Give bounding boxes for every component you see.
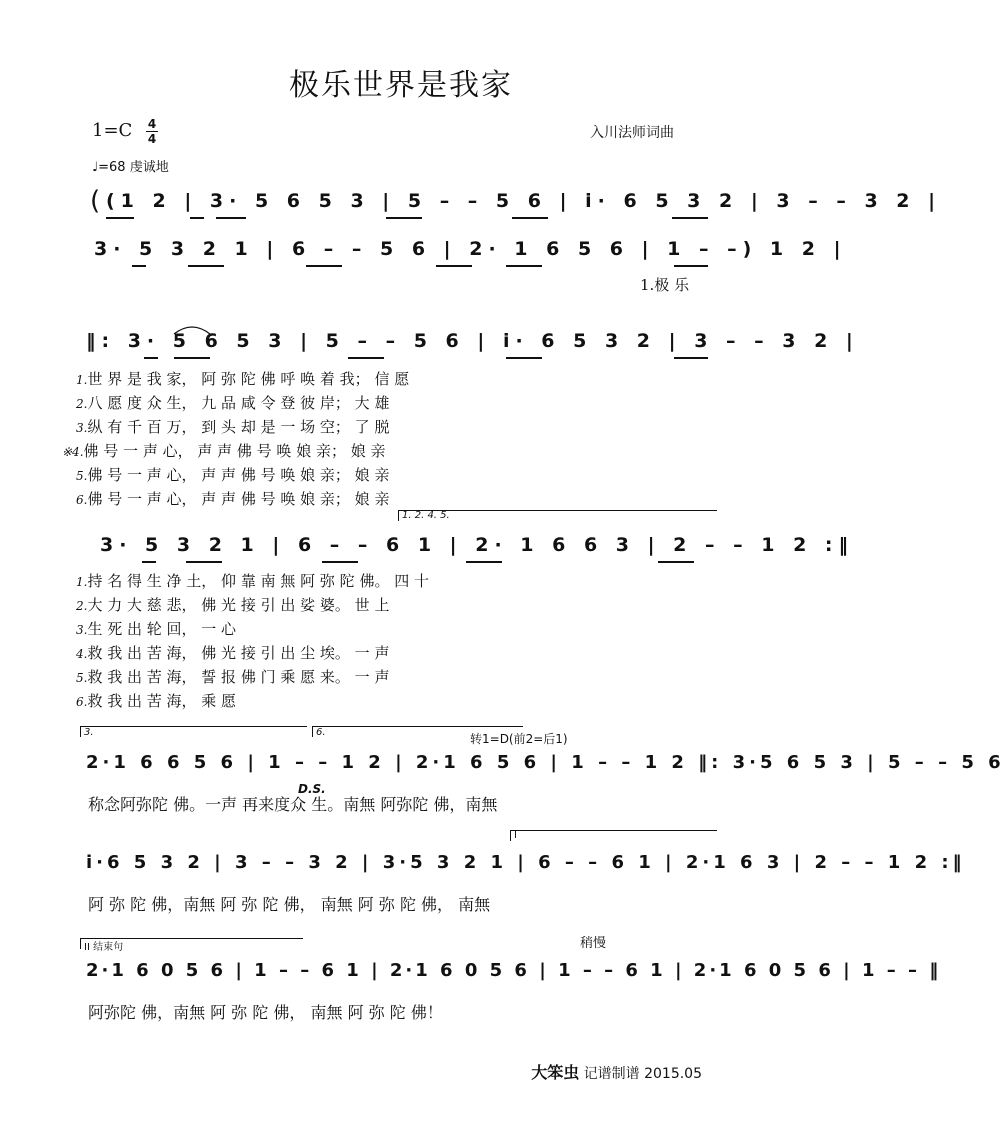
credit: 入川法师词曲 [590,125,674,141]
volta-I-label: I [514,830,517,841]
ds-marking: D.S. [298,782,326,796]
key-signature: 1=C [92,120,133,141]
lyric-line-b1: 1.持 名 得 生 净 土， 仰 靠 南 無 阿 弥 陀 佛。 四 十 [76,572,429,590]
section-c-lyric: 称念阿弥陀 佛。一声 再来度众 生。南無 阿弥陀 佛，南無 [88,795,498,814]
volta-I [510,830,717,841]
volta-1245-label: 1. 2. 4. 5. [402,510,450,521]
footer-text: 记谱制谱 2015.05 [583,1066,702,1082]
pickup-lyric: 1.极 乐 [640,276,690,294]
lyric-line-a4: ※4.佛 号 一 声 心， 声 声 佛 号 唤 娘 亲； 娘 亲 [62,442,386,460]
verse-a-notation: ‖: 3· 5 6 5 3 | 5 – – 5 6 | i· 6 5 3 2 | 3 – – 3 2 | [86,330,859,352]
footer-brand: 大笨虫 [531,1063,580,1082]
footer [531,1060,702,1083]
section-d-notation: i·6 5 3 2 | 3 – – 3 2 | 3·5 3 2 1 | 6 – – 6 1 | 2·1 6 3 | 2 – – 1 2 :‖ [86,852,966,873]
lyric-line-b5: 5.救 我 出 苦 海， 誓 报 佛 门 乘 愿 来。 一 声 [76,668,390,686]
intro-notes-1: (1 2 | 3· 5 6 5 3 | 5 – – 5 6 | i· 6 5 3 2 | 3 – – 3 2 | [106,190,942,212]
volta-6-label: 6. [316,727,326,738]
slur [172,324,212,334]
song-title: 极乐世界是我家 [289,68,513,103]
section-c-notation: 2·1 6 6 5 6 | 1 – – 1 2 | 2·1 6 5 6 | 1 – – 1 2 ‖: 3·5 6 5 3 | 5 – – 5 6 [86,752,1005,773]
volta-3-label: 3. [84,727,94,738]
tempo-marking: ♩=68 虔诚地 [92,160,169,175]
volta-3 [80,726,307,737]
lyric-line-a1: 1.世 界 是 我 家， 阿 弥 陀 佛 呼 唤 着 我； 信 愿 [76,370,410,388]
intro-notes-2: 3· 5 3 2 1 | 6 – – 5 6 | 2· 1 6 5 6 | 1 – –) 1 2 | [94,238,847,260]
modulation: 转1=D(前2=后1) [470,732,568,746]
lyric-line-a5: 5.佛 号 一 声 心， 声 声 佛 号 唤 娘 亲； 娘 亲 [76,466,390,484]
lyric-line-a3: 3.纵 有 千 百 万， 到 头 却 是 一 场 空； 了 脱 [76,418,390,436]
section-e-notation: 2·1 6 0 5 6 | 1 – – 6 1 | 2·1 6 0 5 6 | 1 – – 6 1 | 2·1 6 0 5 6 | 1 – – ‖ [86,960,942,981]
volta-II-label: II 结束句 [84,942,124,953]
verse-b-lyrics [76,570,716,714]
lyric-line-a6: 6.佛 号 一 声 心， 声 声 佛 号 唤 娘 亲； 娘 亲 [76,490,390,508]
lyric-line-a2: 2.八 愿 度 众 生， 九 品 咸 令 登 彼 岸； 大 雄 [76,394,390,412]
open-paren: ( [90,186,101,216]
time-top: 4 [147,117,157,131]
time-signature [146,117,158,146]
lyric-line-b4: 4.救 我 出 苦 海， 佛 光 接 引 出 尘 埃。 一 声 [76,644,390,662]
underline [106,217,134,219]
slower-marking: 稍慢 [580,936,607,951]
section-e-lyric: 阿弥陀 佛，南無 阿 弥 陀 佛， 南無 阿 弥 陀 佛！ [88,1003,443,1022]
section-d-lyric: 阿 弥 陀 佛，南無 阿 弥 陀 佛， 南無 阿 弥 陀 佛， 南無 [88,895,491,914]
verse-a-lyrics [62,368,716,512]
lyric-line-b3: 3.生 死 出 轮 回， 一 心 [76,620,237,638]
lyric-line-b6: 6.救 我 出 苦 海， 乘 愿 [76,692,237,710]
time-bottom: 4 [147,132,157,146]
verse-b-notation: 3· 5 3 2 1 | 6 – – 6 1 | 2· 1 6 6 3 | 2 – – 1 2 :‖ [100,534,855,556]
lyric-line-b2: 2.大 力 大 慈 悲， 佛 光 接 引 出 娑 婆。 世 上 [76,596,390,614]
intro-row-2 [86,232,847,292]
